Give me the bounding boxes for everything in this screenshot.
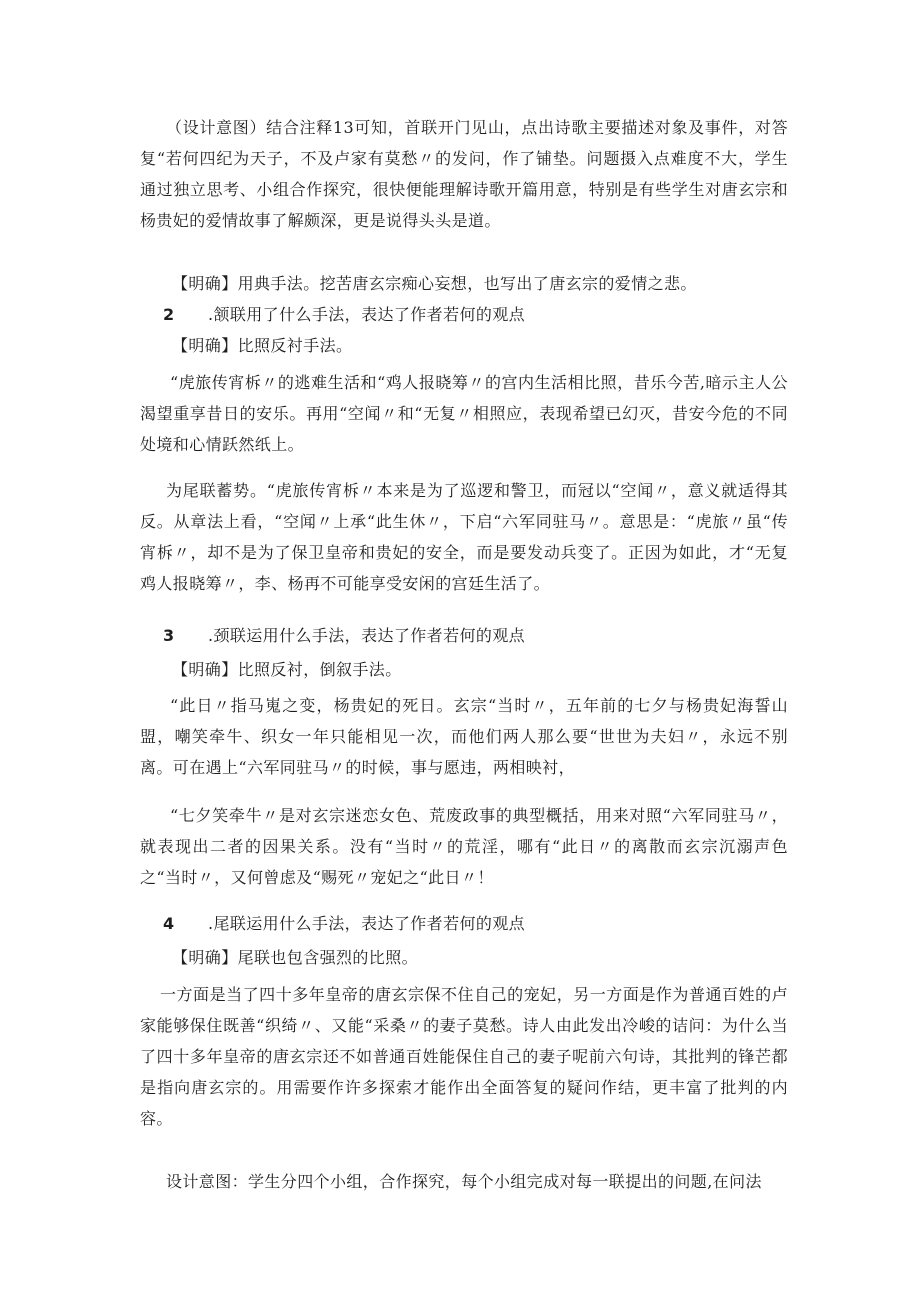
question-4: .尾联运用什么手法，表达了作者若何的观点: [208, 914, 526, 933]
paragraph-answer-3: 【明确】比照反衬，倒叙手法。: [172, 660, 402, 679]
question-2: .颔联用了什么手法，表达了作者若何的观点: [208, 305, 526, 324]
paragraph-design-intent-1: （设计意图）结合注释13可知，首联开门见山，点出诗歌主要描述对象及事件，对答复“若何四纪为天子，不及卢家有莫愁〃的发问，作了铺垫。问题摄入点难度不大，学生通过独立思考、小组合作探究，很快便能理解诗歌开篇用意，特别是有些学生对唐玄宗和杨贵妃的爱情故事了解颇深，更是说得头头是道。: [140, 118, 788, 230]
question-number-4: 4: [163, 914, 175, 933]
question-3: .颈联运用什么手法，表达了作者若何的观点: [208, 626, 526, 645]
paragraph-answer-4: 【明确】尾联也包含强烈的比照。: [172, 948, 419, 967]
paragraph-answer-1: 【明确】用典手法。挖苦唐玄宗痴心妄想，也写出了唐玄宗的爱情之悲。: [172, 274, 697, 293]
paragraph-design-intent-2: 设计意图：学生分四个小组，合作探究，每个小组完成对每一联提出的问题,在问法: [166, 1172, 762, 1191]
question-number-2: 2: [163, 305, 175, 324]
paragraph-analysis-4: 一方面是当了四十多年皇帝的唐玄宗保不住自己的宠妃，另一方面是作为普通百姓的卢家能够保住既善“织绮〃、又能“采桑〃的妻子莫愁。诗人由此发出冷峻的诘问：为什么当了四十多年皇帝的唐玄宗还不如普通百姓能保住自己的妻子呢前六句诗，其批判的锋芒都是指向唐玄宗的。用需要作许多探索才能作出全面答复的疑问作结，更丰富了批判的内容。: [140, 985, 788, 1128]
paragraph-analysis-3: “此日〃指马嵬之变，杨贵妃的死日。玄宗“当时〃，五年前的七夕与杨贵妃海誓山盟，嘲笑牵牛、织女一年只能相见一次，而他们两人那么要“世世为夫妇〃，永远不别离。可在遇上“六军同驻马〃的时候，事与愿违，两相映衬，: [140, 696, 788, 777]
paragraph-analysis-3b: “七夕笑牵牛〃是对玄宗迷恋女色、荒废政事的典型概括，用来对照“六军同驻马〃，就表现出二者的因果关系。没有“当时〃的荒淫，哪有“此日〃的离散而玄宗沉溺声色之“当时〃，又何曾虑及“赐死〃宠妃之“此日〃！: [140, 806, 788, 887]
paragraph-foreshadow: 为尾联蓄势。“虎旅传宵柝〃本来是为了巡逻和警卫，而冠以“空闻〃，意义就适得其反。从章法上看，“空闻〃上承“此生休〃，下启“六军同驻马〃。意思是：“虎旅〃虽“传宵柝〃，却不是为了保卫皇帝和贵妃的安全，而是要发动兵变了。正因为如此，才“无复鸡人报晓筹〃，李、杨再不可能享受安闲的宫廷生活了。: [140, 481, 788, 593]
question-number-3: 3: [163, 626, 175, 645]
paragraph-analysis-2: “虎旅传宵柝〃的逃难生活和“鸡人报晓筹〃的宫内生活相比照，昔乐今苦,暗示主人公渴望重享昔日的安乐。再用“空闻〃和“无复〃相照应，表现希望已幻灭，昔安今危的不同处境和心情跃然纸上。: [140, 373, 788, 454]
paragraph-answer-2: 【明确】比照反衬手法。: [172, 336, 353, 355]
